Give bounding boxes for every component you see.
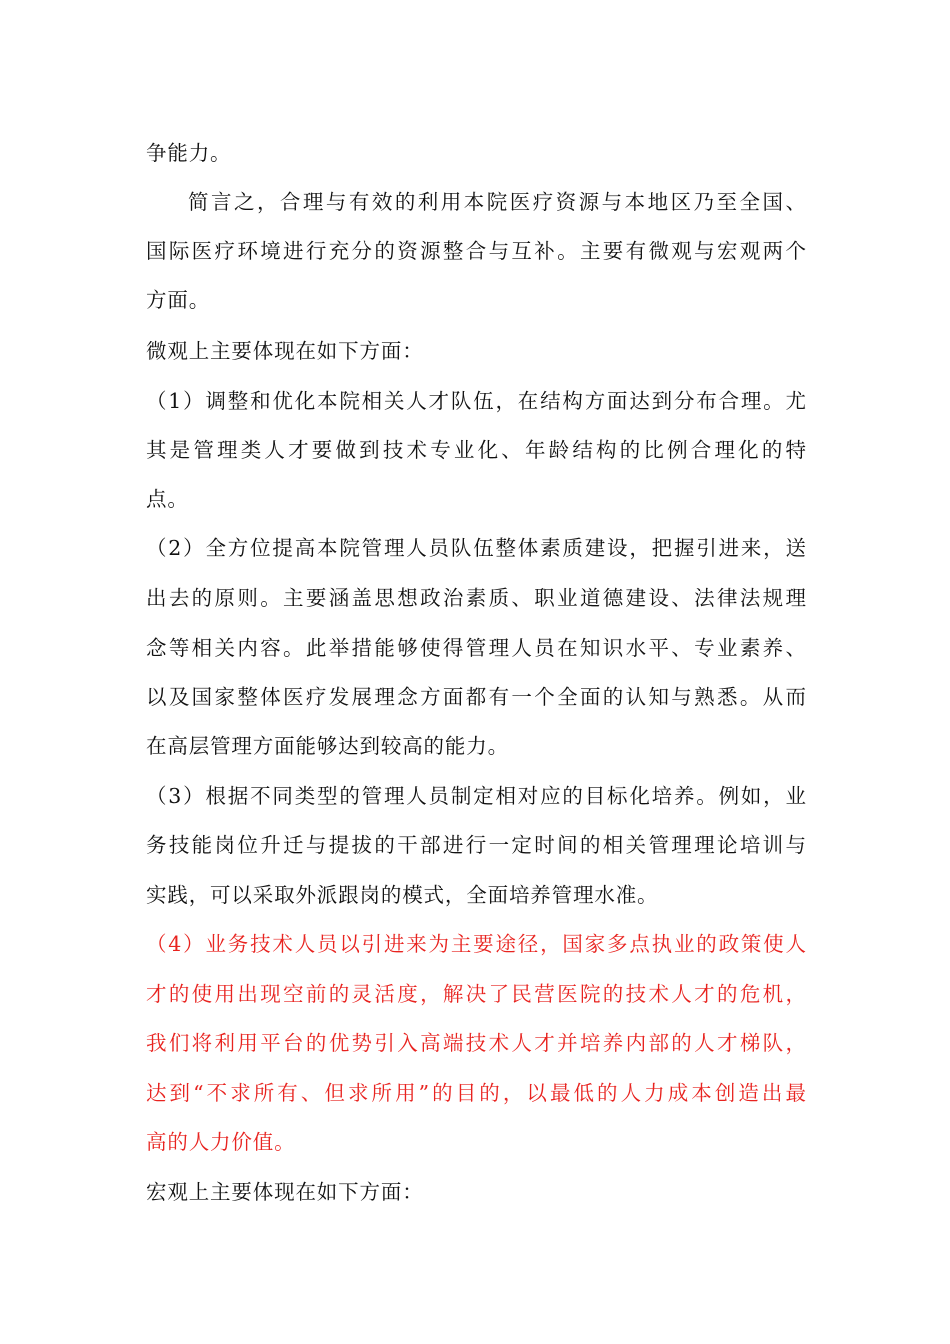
list-item-2-line: 念等相关内容。此举措能够使得管理人员在知识水平、专业素养、 — [146, 636, 806, 660]
section-heading-micro: 微观上主要体现在如下方面： — [146, 339, 424, 363]
list-item-3-line: （3）根据不同类型的管理人员制定相对应的目标化培养。例如，业 — [146, 784, 806, 808]
paragraph-line: 争能力。 — [146, 141, 232, 165]
list-item-3-line: 务技能岗位升迁与提拔的干部进行一定时间的相关管理理论培训与 — [146, 833, 806, 857]
list-item-1-line: 点。 — [146, 487, 189, 511]
paragraph-line: 简言之，合理与有效的利用本院医疗资源与本地区乃至全国、 — [188, 190, 806, 214]
list-item-4-line: 高的人力价值。 — [146, 1130, 296, 1154]
paragraph-line: 方面。 — [146, 288, 211, 312]
list-item-4-line: 才的使用出现空前的灵活度，解决了民营医院的技术人才的危机， — [146, 982, 806, 1006]
list-item-2-line: （2）全方位提高本院管理人员队伍整体素质建设，把握引进来，送 — [146, 536, 806, 560]
list-item-1-line: 其是管理类人才要做到技术专业化、年龄结构的比例合理化的特 — [146, 438, 806, 462]
list-item-4-line: 我们将利用平台的优势引入高端技术人才并培养内部的人才梯队， — [146, 1031, 806, 1055]
section-heading-macro: 宏观上主要体现在如下方面： — [146, 1180, 424, 1204]
list-item-2-line: 出去的原则。主要涵盖思想政治素质、职业道德建设、法律法规理 — [146, 586, 806, 610]
paragraph-line: 国际医疗环境进行充分的资源整合与互补。主要有微观与宏观两个 — [146, 239, 806, 263]
list-item-4-line: 达到“不求所有、但求所用”的目的，以最低的人力成本创造出最 — [146, 1081, 806, 1105]
list-item-4-line: （4）业务技术人员以引进来为主要途径，国家多点执业的政策使人 — [146, 932, 806, 956]
list-item-2-line: 以及国家整体医疗发展理念方面都有一个全面的认知与熟悉。从而 — [146, 685, 806, 709]
list-item-2-line: 在高层管理方面能够达到较高的能力。 — [146, 734, 509, 758]
list-item-3-line: 实践，可以采取外派跟岗的模式，全面培养管理水准。 — [146, 883, 659, 907]
list-item-1-line: （1）调整和优化本院相关人才队伍，在结构方面达到分布合理。尤 — [146, 389, 806, 413]
